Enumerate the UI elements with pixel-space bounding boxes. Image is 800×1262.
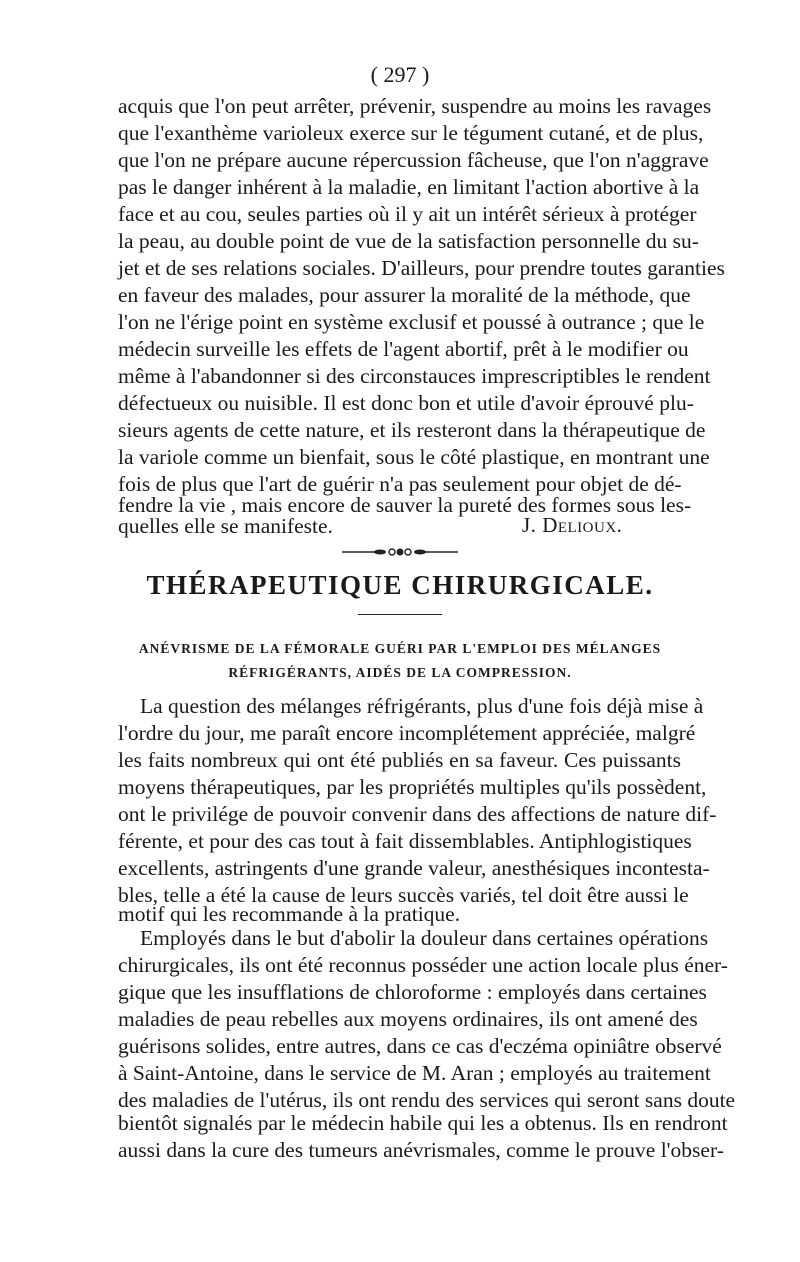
text-line: acquis que l'on peut arrêter, prévenir, suspendre au moins les ravages [118,94,712,118]
text-line: gique que les insufflations de chloroforme : employés dans certaines [118,980,707,1004]
text-line: jet et de ses relations sociales. D'ailleurs, pour prendre toutes garanties [118,256,725,280]
text-line: médecin surveille les effets de l'agent abortif, prêt à le modifier ou [118,337,689,361]
text-line: que l'exanthème varioleux exerce sur le tégument cutané, et de plus, [118,121,704,145]
text-line: sieurs agents de cette nature, et ils resteront dans la thérapeutique de [118,418,706,442]
text-line: l'on ne l'érige point en système exclusif et poussé à outrance ; que le [118,310,705,334]
title-rule [358,614,442,615]
text-line: pas le danger inhérent à la maladie, en limitant l'action abortive à la [118,175,700,199]
text-line: bles, telle a été la cause de leurs succès variés, tel doit être aussi le [118,883,689,907]
text-line: face et au cou, seules parties où il y ait un intérêt sérieux à protéger [118,202,697,226]
section-title: THÉRAPEUTIQUE CHIRURGICALE. [146,570,654,600]
text-line: La question des mélanges réfrigérants, plus d'une fois déjà mise à [140,694,704,718]
text-line: des maladies de l'utérus, ils ont rendu des services qui seront sans doute [118,1088,736,1112]
text-line: quelles elle se manifeste. [118,514,333,538]
text-line: défectueux ou nuisible. Il est donc bon et utile d'avoir éprouvé plu- [118,391,694,415]
text-line: moyens thérapeutiques, par les propriétés multiples qu'ils possèdent, [118,775,707,799]
text-line: fendre la vie , mais encore de sauver la pureté des formes sous les- [118,493,692,517]
text-line: que l'on ne prépare aucune répercussion fâcheuse, que l'on n'aggrave [118,148,709,172]
text-line: motif qui les recommande à la pratique. [118,902,461,926]
article-title-line: ANÉVRISME DE LA FÉMORALE GUÉRI PAR L'EMPLOI DES MÉLANGES [138,641,662,656]
text-line: à Saint-Antoine, dans le service de M. Aran ; employés au traitement [118,1061,711,1085]
text-line: les faits nombreux qui ont été publiés en sa faveur. Ces puissants [118,748,681,772]
text-line: fois de plus que l'art de guérir n'a pas seulement pour objet de dé- [118,472,682,496]
article-title-line: RÉFRIGÉRANTS, AIDÉS DE LA COMPRESSION. [228,665,572,680]
text-line: bientôt signalés par le médecin habile qui les a obtenus. Ils en rendront [118,1111,728,1135]
text-line: ont le privilége de pouvoir convenir dans des affections de nature dif- [118,802,717,826]
text-line: même à l'abandonner si des circonstauces imprescriptibles le rendent [118,364,711,388]
text-line: la variole comme un bienfait, sous le côté plastique, en montrant une [118,445,710,469]
page-number: ( 297 ) [370,62,430,87]
text-line: maladies de peau rebelles aux moyens ordinaires, ils ont amené des [118,1007,698,1031]
text-line: férente, et pour des cas tout à fait dissemblables. Antiphlogistiques [118,829,692,853]
ornament-divider [340,546,460,558]
text-line: Employés dans le but d'abolir la douleur dans certaines opérations [140,926,709,950]
text-line: chirurgicales, ils ont été reconnus posséder une action locale plus éner- [118,953,728,977]
text-line: guérisons solides, entre autres, dans ce cas d'eczéma opiniâtre observé [118,1034,722,1058]
text-line: la peau, au double point de vue de la satisfaction personnelle du su- [118,229,699,253]
text-line: aussi dans la cure des tumeurs anévrismales, comme le prouve l'obser- [118,1138,724,1162]
text-line: en faveur des malades, pour assurer la moralité de la méthode, que [118,283,691,307]
author-signature: J. Delioux. [522,513,623,537]
text-line: excellents, astringents d'une grande valeur, anesthésiques incontesta- [118,856,710,880]
text-line: l'ordre du jour, me paraît encore incomplétement appréciée, malgré [118,721,696,745]
